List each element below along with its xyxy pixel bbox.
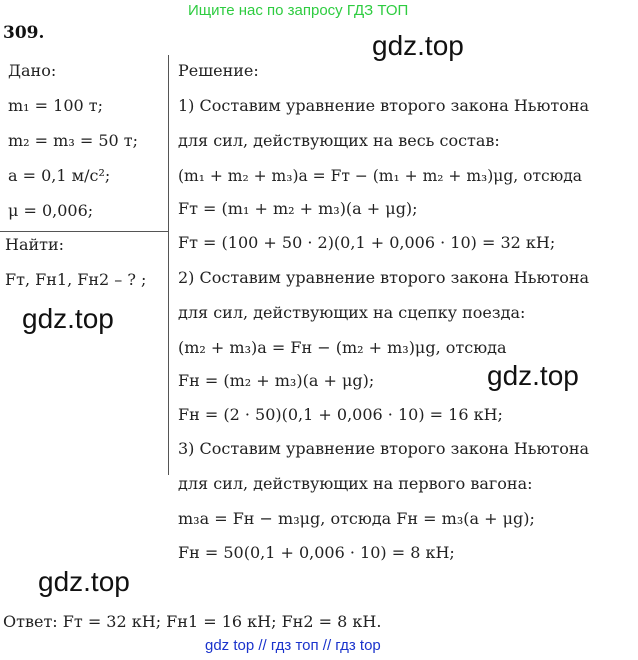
problem-number-dot: .	[38, 23, 45, 43]
watermark-gdz-top: gdz.top	[22, 303, 114, 334]
solution-line: m₃a = Fн − m₃μg, отсюда Fн = m₃(a + μg);	[178, 509, 535, 528]
solution-title: Решение:	[178, 61, 259, 80]
given-line: a = 0,1 м/с²;	[8, 166, 111, 185]
solution-line: Fн = 50(0,1 + 0,006 · 10) = 8 кН;	[178, 543, 455, 562]
answer-line: Ответ: Fт = 32 кН; Fн1 = 16 кН; Fн2 = 8 кН.	[3, 612, 382, 631]
problem-number-value: 309	[3, 23, 39, 43]
given-line: m₁ = 100 т;	[8, 96, 104, 115]
watermark-gdz-top: gdz.top	[487, 360, 579, 391]
solution-line: Fт = (100 + 50 · 2)(0,1 + 0,006 · 10) = 32 кН;	[178, 233, 556, 252]
solution-line: 2) Составим уравнение второго закона Ньютона	[178, 268, 590, 287]
given-line: μ = 0,006;	[8, 201, 94, 220]
solution-line: Fн = (m₂ + m₃)(a + μg);	[178, 371, 375, 390]
solution-line: для сил, действующих на сцепку поезда:	[178, 303, 526, 322]
watermark-gdz-top: gdz.top	[372, 30, 464, 61]
given-title: Дано:	[8, 61, 57, 80]
solution-line: 1) Составим уравнение второго закона Ньютона	[178, 96, 590, 115]
vertical-divider	[168, 55, 169, 475]
footer-watermark: gdz top // гдз топ // гдз top	[205, 637, 381, 654]
solution-line: (m₂ + m₃)a = Fн − (m₂ + m₃)μg, отсюда	[178, 338, 507, 357]
top-banner: Ищите нас по запросу ГДЗ ТОП	[188, 2, 409, 19]
given-line: m₂ = m₃ = 50 т;	[8, 131, 139, 150]
watermark-gdz-top: gdz.top	[38, 566, 130, 597]
problem-number	[3, 23, 44, 43]
find-line: Fт, Fн1, Fн2 – ? ;	[5, 270, 147, 289]
solution-line: Fн = (2 · 50)(0,1 + 0,006 · 10) = 16 кН;	[178, 405, 503, 424]
given-find-divider	[0, 231, 169, 232]
solution-line: для сил, действующих на первого вагона:	[178, 474, 533, 493]
solution-line: для сил, действующих на весь состав:	[178, 131, 500, 150]
solution-line: Fт = (m₁ + m₂ + m₃)(a + μg);	[178, 199, 418, 218]
solution-line: (m₁ + m₂ + m₃)a = Fт − (m₁ + m₂ + m₃)μg, отсюда	[178, 167, 582, 185]
find-title: Найти:	[5, 235, 65, 254]
solution-line: 3) Составим уравнение второго закона Ньютона	[178, 439, 590, 458]
